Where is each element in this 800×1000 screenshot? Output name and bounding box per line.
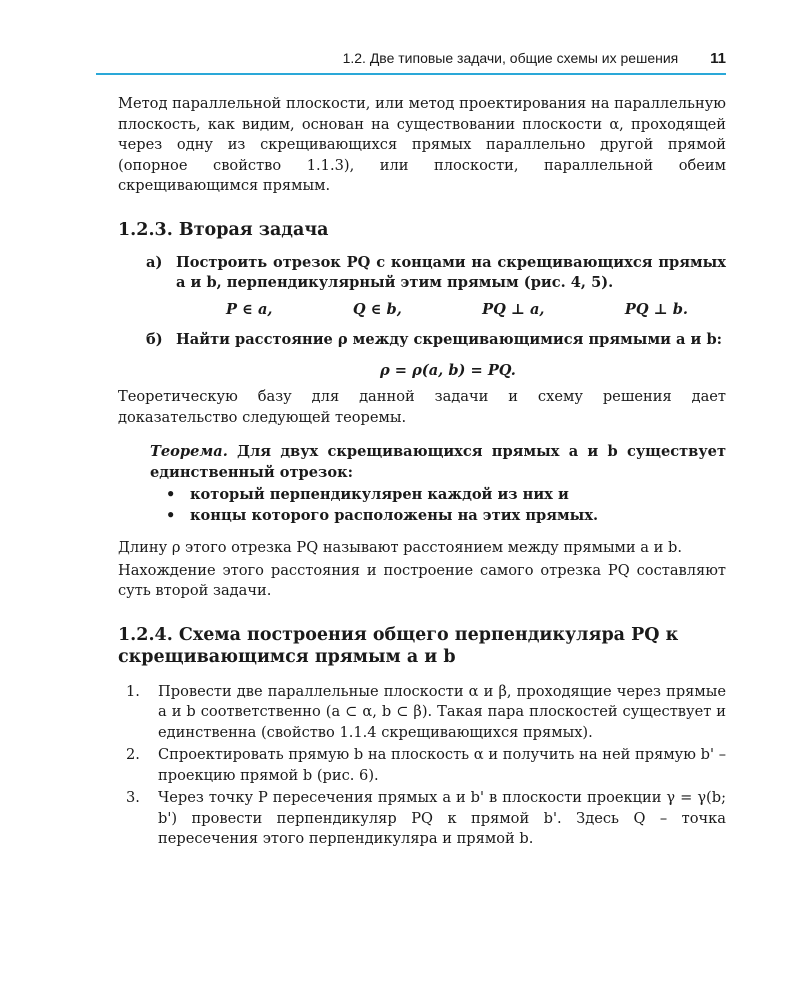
section-heading-1-2-3: 1.2.3. Вторая задача — [118, 219, 329, 240]
theorem-list — [150, 485, 726, 526]
task-b-text: Найти расстояние ρ между скрещивающимися прямыми a и b: — [176, 331, 723, 348]
step-text: Через точку P пересечения прямых a и b' в плоскости проекции γ = γ(b; b') провести перпендикуляр PQ к прямой b'. Здесь Q – точка пересечения этого перпендикуляра и прямой b. — [158, 789, 726, 847]
condition-q-in-b: Q ∈ b, — [352, 300, 402, 318]
task-b-label: б) — [146, 331, 163, 348]
basis-paragraph: Теоретическую базу для данной задачи и схему решения дает доказательство следующей теоремы. — [118, 388, 726, 426]
header-rule — [96, 73, 726, 75]
condition-p-in-a: P ∈ a, — [226, 300, 273, 318]
theorem-block — [150, 442, 726, 526]
step-item — [118, 745, 726, 786]
step-number: 1. — [126, 682, 140, 700]
essence-paragraph: Нахождение этого расстояния и построение самого отрезка PQ составляют суть второй задачи. — [118, 561, 726, 599]
step-text: Спроектировать прямую b на плоскость α и получить на ней прямую b' – проекцию прямой b (рис. 6). — [158, 746, 726, 784]
step-text: Провести две параллельные плоскости α и β, проходящие через прямые a и b соответственно (a ⊂ α, b ⊂ β). Такая пара плоскостей существует и единственна (свойство 1.1.4 скрещивающихся прямых). — [158, 682, 726, 741]
theorem-label: Теорема. — [150, 443, 228, 460]
task-b — [146, 330, 726, 351]
step-item — [118, 682, 726, 744]
task-a — [146, 253, 726, 294]
condition-pq-perp-a: PQ ⊥ a, — [482, 300, 545, 318]
task-a-label: а) — [146, 253, 163, 271]
header-title: 1.2. Две типовые задачи, общие схемы их решения — [342, 50, 679, 66]
theorem-item-text: который перпендикулярен каждой из них и — [190, 486, 569, 503]
length-paragraph: Длину ρ этого отрезка PQ называют расстоянием между прямыми a и b. — [118, 539, 682, 556]
running-header — [96, 50, 726, 74]
page-content — [118, 94, 726, 852]
theorem-item-text: концы которого расположены на этих прямых. — [190, 506, 599, 524]
theorem-item: • концы которого расположены на этих прямых. — [150, 506, 726, 527]
page-number: 11 — [710, 50, 726, 67]
steps-list — [118, 682, 726, 850]
task-a-text: Построить отрезок PQ с концами на скрещивающихся прямых a и b, перпендикулярный этим прямым (рис. 4, 5). — [176, 253, 726, 291]
step-item — [118, 788, 726, 850]
step-number: 3. — [126, 789, 140, 806]
theorem-text: Для двух скрещивающихся прямых a и b существует единственный отрезок: — [150, 443, 726, 481]
theorem-statement — [150, 442, 726, 483]
distance-formula: ρ = ρ(a, b) = PQ. — [380, 361, 516, 379]
section-heading-1-2-4: 1.2.4. Схема построения общего перпендикуляра PQ к скрещивающимся прямым a и b — [118, 624, 679, 667]
conditions-row — [146, 300, 726, 321]
step-number: 2. — [126, 746, 140, 763]
condition-pq-perp-b: PQ ⊥ b. — [624, 300, 688, 318]
intro-paragraph: Метод параллельной плоскости, или метод проектирования на параллельную плоскость, как видим, основан на существовании плоскости α, проходящей через одну из скрещивающихся прямых параллельно другой прямой (опорное свойство 1.1.3), или плоскости, параллельной обеим скрещивающимся прямым. — [118, 95, 726, 194]
theorem-item: • который перпендикулярен каждой из них и — [150, 485, 726, 506]
